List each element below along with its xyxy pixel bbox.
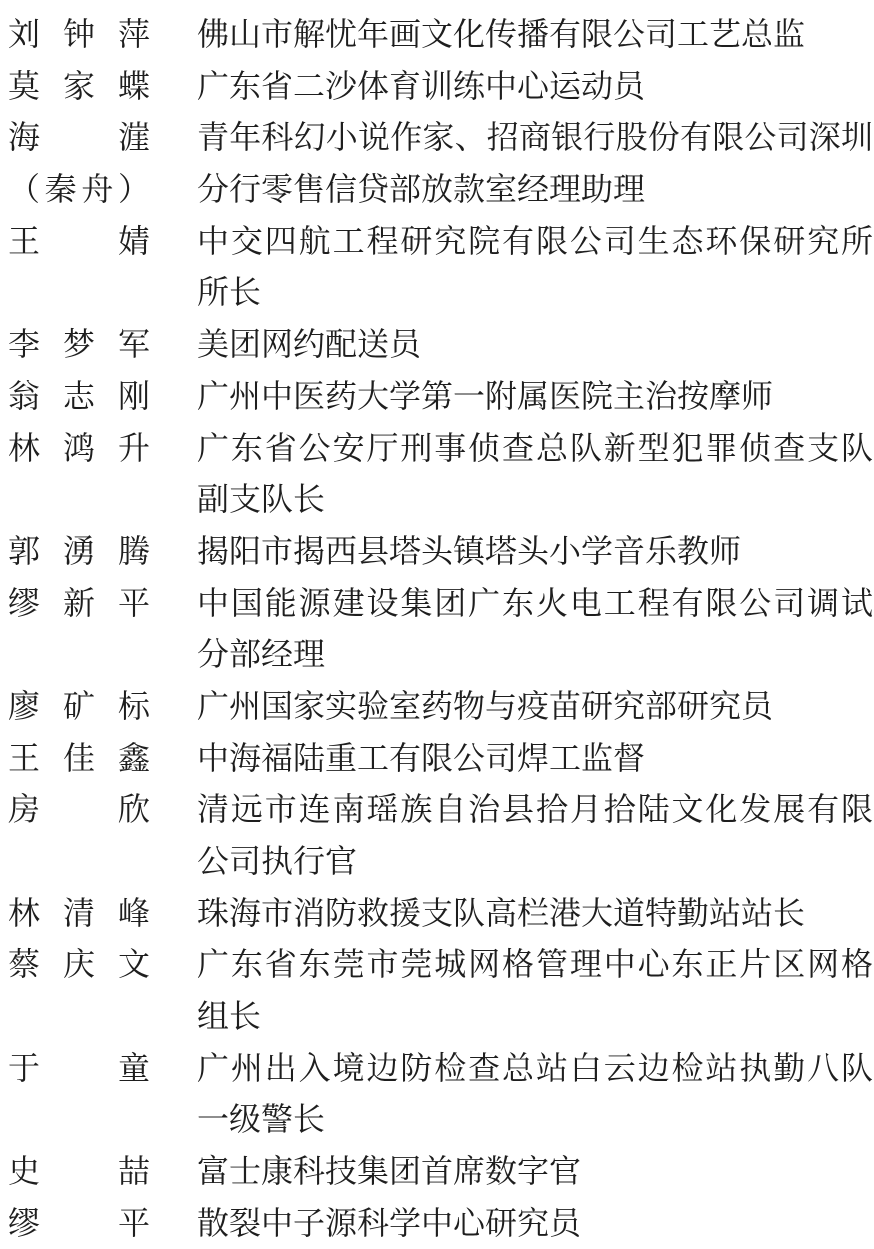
list-item	[8, 578, 874, 681]
person-title-line: 青年科幻小说作家、招商银行股份有限公司深圳	[197, 119, 873, 156]
person-title-line: 珠海市消防救援支队高栏港大道特勤站站长	[197, 894, 806, 931]
person-name-line: 王婧	[8, 222, 150, 259]
person-title	[197, 9, 873, 61]
person-name-line: 于童	[8, 1049, 150, 1086]
person-title-line: 中国能源建设集团广东火电工程有限公司调试	[197, 584, 873, 621]
list-item	[8, 526, 874, 578]
person-title	[197, 939, 873, 1042]
person-title	[197, 733, 873, 785]
person-name-line: 刘钟萍	[8, 16, 150, 52]
person-name	[8, 888, 150, 940]
person-name	[8, 112, 150, 215]
person-name	[8, 784, 150, 836]
list-item	[8, 216, 874, 319]
person-title-line: 富士康科技集团首席数字官	[197, 1153, 582, 1190]
list-item	[8, 1198, 874, 1249]
person-name-line: 海漄	[8, 119, 150, 156]
list-item	[8, 888, 874, 940]
person-name-line: 缪平	[8, 1204, 150, 1241]
person-name-line: 郭湧腾	[8, 532, 150, 569]
person-title-line: 副支队长	[197, 481, 326, 518]
person-title-line: 广东省公安厅刑事侦查总队新型犯罪侦查支队	[197, 429, 873, 466]
list-item	[8, 1146, 874, 1198]
list-item	[8, 784, 874, 887]
person-title-line: 组长	[197, 998, 262, 1035]
person-title-line: 一级警长	[197, 1101, 326, 1138]
person-title	[197, 681, 873, 733]
person-name	[8, 1043, 150, 1095]
person-title	[197, 371, 873, 423]
person-name-line: 缪新平	[8, 584, 150, 621]
person-name	[8, 319, 150, 371]
person-title-line: 美团网约配送员	[197, 326, 422, 363]
person-title	[197, 112, 873, 215]
person-name	[8, 61, 150, 113]
person-name-line: 蔡庆文	[8, 946, 150, 983]
person-title-line: 散裂中子源科学中心研究员	[197, 1204, 582, 1241]
person-title-line: 广东省东莞市莞城网格管理中心东正片区网格	[197, 946, 873, 983]
list-item	[8, 112, 874, 215]
person-title	[197, 578, 873, 681]
person-title-line: 佛山市解忧年画文化传播有限公司工艺总监	[197, 16, 806, 52]
person-name	[8, 681, 150, 733]
person-name	[8, 526, 150, 578]
person-name-line: 史喆	[8, 1153, 150, 1190]
person-title	[197, 888, 873, 940]
person-title	[197, 216, 873, 319]
list-item	[8, 371, 874, 423]
person-title	[197, 423, 873, 526]
list-item	[8, 939, 874, 1042]
person-title-line: 广州国家实验室药物与疫苗研究部研究员	[197, 687, 774, 724]
person-name-line: 林鸿升	[8, 429, 150, 466]
person-name	[8, 216, 150, 268]
person-name	[8, 939, 150, 991]
person-name-line: （秦舟）	[8, 171, 150, 208]
person-name	[8, 1198, 150, 1249]
list-item	[8, 9, 874, 61]
person-name	[8, 423, 150, 475]
person-name-line: 林清峰	[8, 894, 150, 931]
person-title	[197, 61, 873, 113]
person-title-line: 揭阳市揭西县塔头镇塔头小学音乐教师	[197, 532, 742, 569]
person-title-line: 中海福陆重工有限公司焊工监督	[197, 739, 646, 776]
list-item	[8, 61, 874, 113]
list-item	[8, 733, 874, 785]
person-title	[197, 784, 873, 887]
honor-list	[8, 9, 874, 1249]
person-name	[8, 578, 150, 630]
person-title-line: 公司执行官	[197, 843, 358, 879]
person-title	[197, 1198, 873, 1249]
person-title-line: 分行零售信贷部放款室经理助理	[197, 171, 646, 208]
person-name	[8, 371, 150, 423]
person-title	[197, 526, 873, 578]
person-title	[197, 1146, 873, 1198]
person-name	[8, 9, 150, 61]
person-title-line: 广东省二沙体育训练中心运动员	[197, 67, 646, 104]
person-name-line: 莫家蝶	[8, 67, 150, 104]
person-title-line: 所长	[197, 274, 262, 311]
person-name-line: 李梦军	[8, 326, 150, 363]
person-title-line: 中交四航工程研究院有限公司生态环保研究所	[197, 222, 873, 259]
person-title	[197, 1043, 873, 1146]
person-name	[8, 733, 150, 785]
person-title-line: 广州出入境边防检查总站白云边检站执勤八队	[197, 1049, 873, 1086]
person-title-line: 分部经理	[197, 636, 326, 673]
person-name	[8, 1146, 150, 1198]
list-item	[8, 681, 874, 733]
person-name-line: 房欣	[8, 791, 150, 828]
person-name-line: 翁志刚	[8, 377, 150, 414]
list-item	[8, 319, 874, 371]
person-title	[197, 319, 873, 371]
person-name-line: 王佳鑫	[8, 739, 150, 776]
person-title-line: 清远市连南瑶族自治县拾月拾陆文化发展有限	[197, 791, 873, 828]
person-title-line: 广州中医药大学第一附属医院主治按摩师	[197, 377, 774, 414]
list-item	[8, 1043, 874, 1146]
person-name-line: 廖矿标	[8, 687, 150, 724]
list-item	[8, 423, 874, 526]
